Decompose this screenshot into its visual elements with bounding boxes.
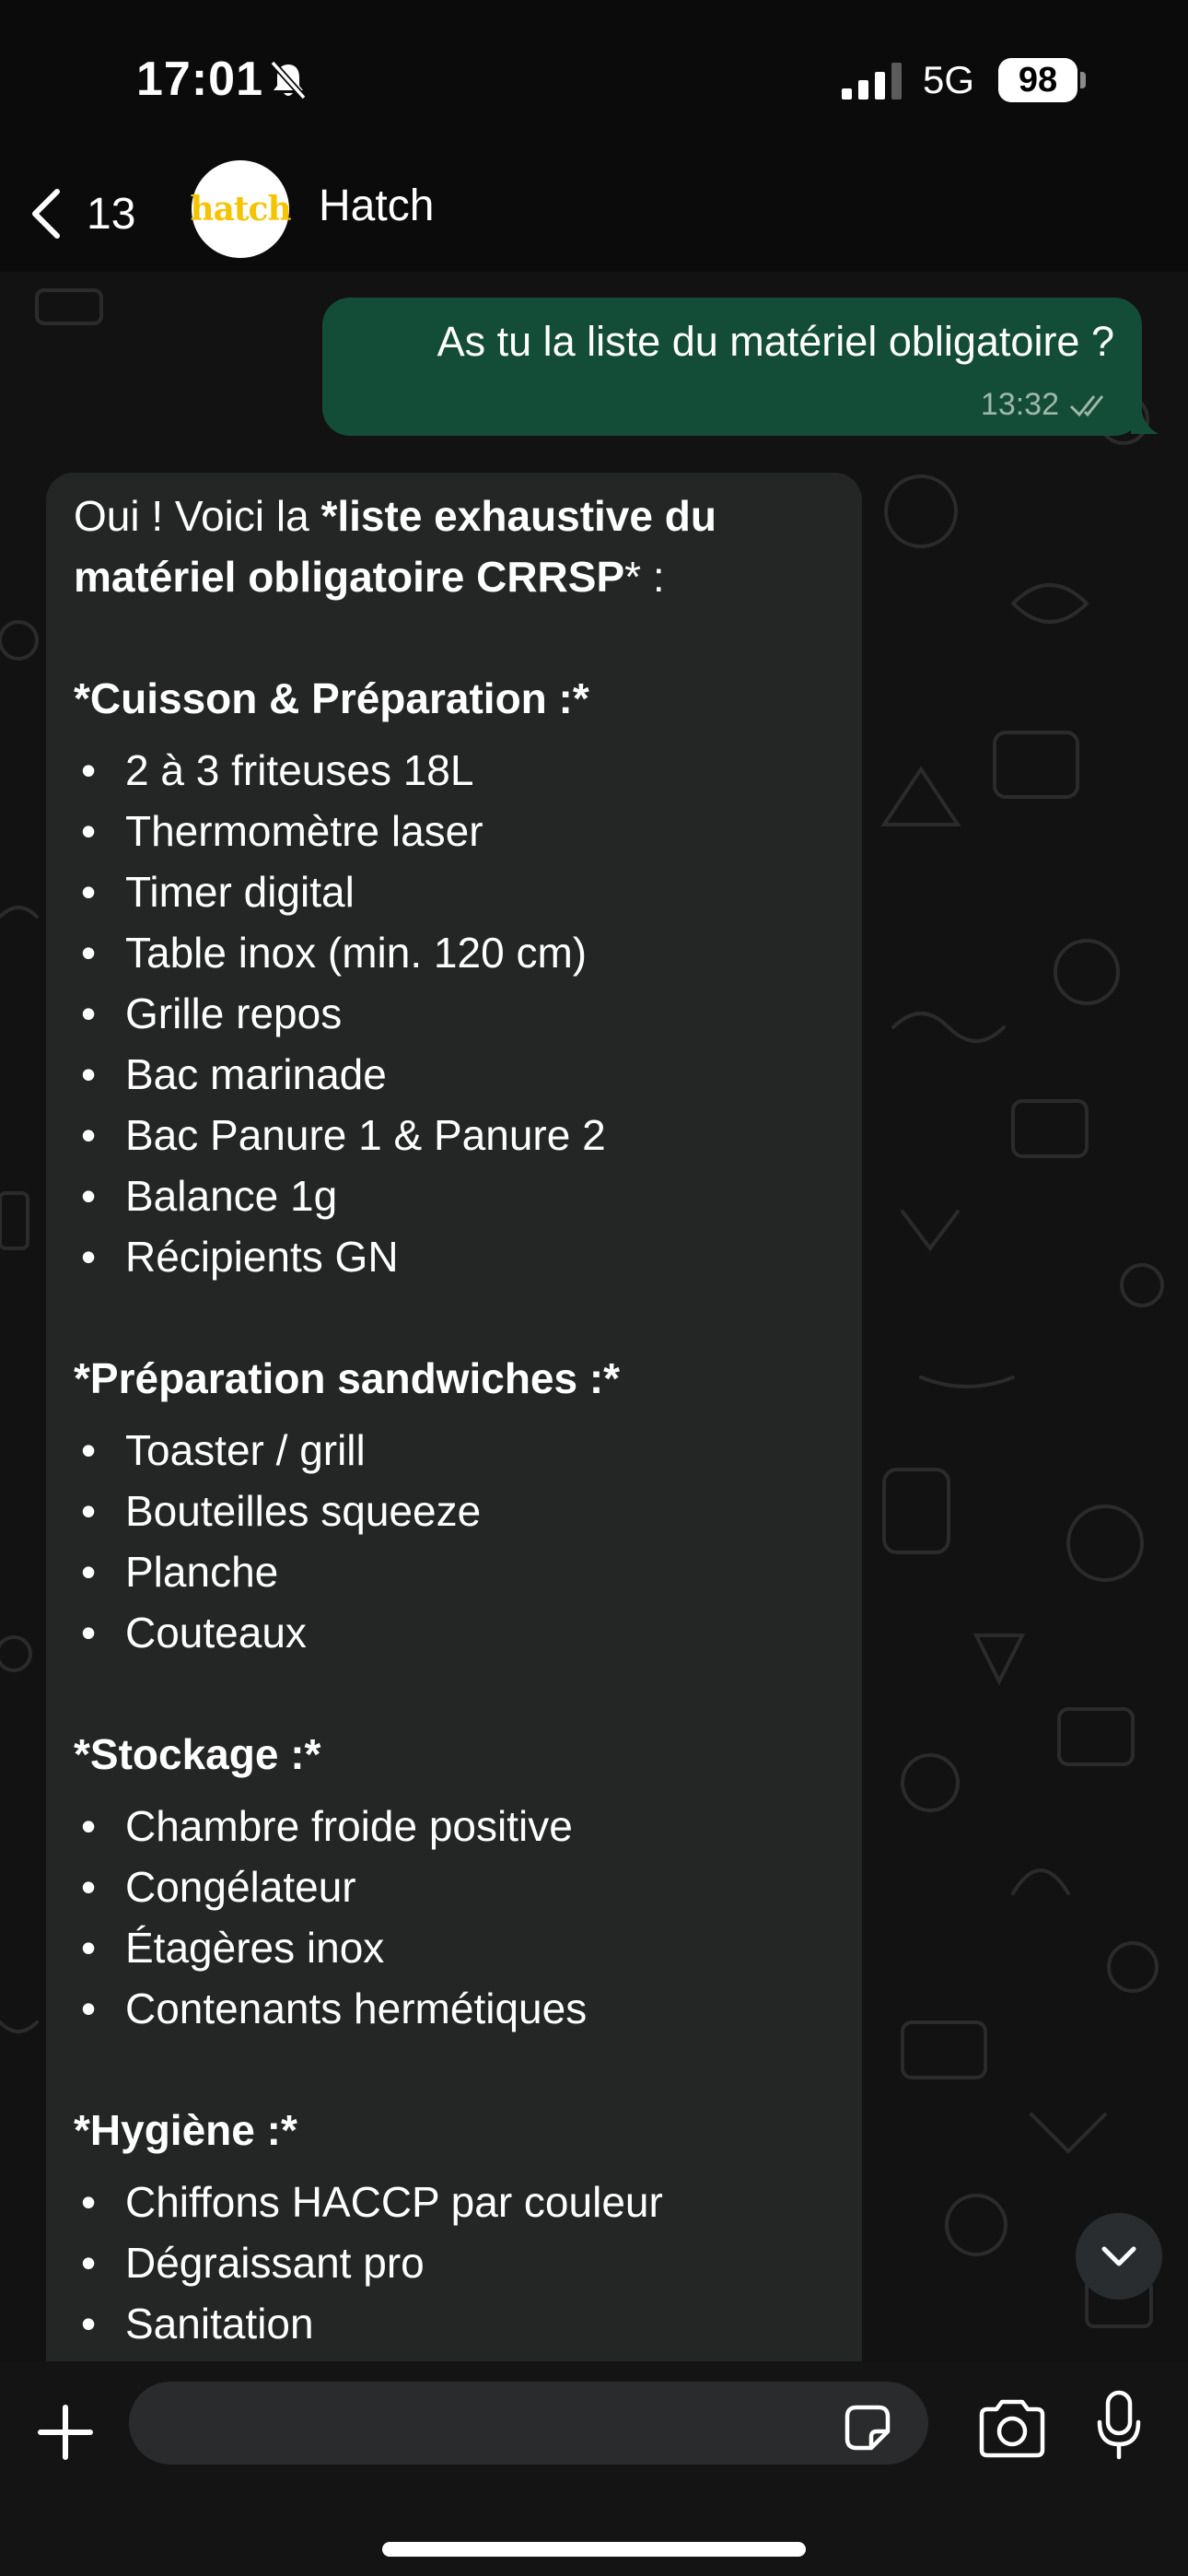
list-item: • Chiffons HACCP par couleur [74,2172,834,2232]
message-input[interactable] [129,2382,928,2465]
list-item: • Sanitation [74,2293,834,2354]
list-item: • Couteaux [74,1602,834,1663]
bell-off-icon [267,59,309,101]
signal-icon [842,63,903,100]
network-type: 5G [923,58,975,101]
avatar[interactable] [192,160,289,258]
list-item: • Toaster / grill [74,1420,834,1481]
list-item: • Contenants hermétiques [74,1978,834,2039]
message-time: 13:32 [980,387,1059,422]
list-item: • Récipients GN [74,1226,834,1287]
status-bar [0,0,1188,157]
list-item: • Dégraissant pro [74,2232,834,2293]
composer-bar [0,2361,1188,2576]
scroll-down-button[interactable] [1076,2213,1162,2300]
list-item: • Bac marinade [74,1044,834,1105]
list-item: • Bac Panure 1 & Panure 2 [74,1105,834,1165]
incoming-message-intro [74,486,834,607]
camera-icon[interactable] [976,2398,1048,2459]
bubble-tail [1131,397,1159,434]
list-item: • Grille repos [74,983,834,1044]
outgoing-message-text: As tu la liste du matériel obligatoire ? [437,318,1114,365]
back-button[interactable] [28,177,157,251]
item-list [74,740,834,1287]
item-list [74,1420,834,1663]
battery-cap [1080,72,1086,88]
list-item: • Chambre froide positive [74,1796,834,1856]
battery-indicator [998,58,1087,102]
double-check-icon [1068,392,1114,419]
section-cuisson [74,668,834,1287]
incoming-message[interactable] [46,473,862,2361]
chat-header [0,157,1188,272]
mic-icon[interactable] [1094,2389,1144,2463]
section-stockage [74,1724,834,2039]
intro-suffix: * : [624,553,665,601]
section-title: *Hygiène :* [74,2106,297,2154]
message-meta [981,387,1114,423]
chevron-down-icon [1099,2243,1139,2269]
list-item: • Planche [74,1541,834,1602]
status-time: 17:01 [136,53,263,106]
list-item: • Bouteilles squeeze [74,1481,834,1541]
home-indicator[interactable] [382,2542,806,2557]
intro-bold: *liste exhaustive du matériel obligatoire CRRSP [74,492,716,601]
list-item: • Balance 1g [74,1165,834,1226]
section-title: *Cuisson & Préparation :* [74,674,589,722]
list-item: • Timer digital [74,861,834,922]
item-list [74,1796,834,2039]
section-title: *Stockage :* [74,1730,321,1778]
chevron-left-icon [28,186,64,241]
section-sandwiches [74,1348,834,1663]
section-hygiene [74,2100,834,2354]
list-item: • Étagères inox [74,1917,834,1978]
contact-name[interactable]: Hatch [319,181,435,230]
unread-count: 13 [87,189,136,239]
list-item: • Congélateur [74,1856,834,1917]
item-list [74,2172,834,2354]
list-item: • Thermomètre laser [74,801,834,861]
plus-icon[interactable] [35,2402,96,2463]
avatar-logo-text: hatch [190,190,291,228]
intro-prefix: Oui ! Voici la [74,492,321,540]
chat-area[interactable] [0,272,1188,2361]
section-title: *Préparation sandwiches :* [74,1354,621,1402]
list-item: • 2 à 3 friteuses 18L [74,740,834,801]
battery-level: 98 [998,58,1077,102]
outgoing-message[interactable] [322,298,1142,436]
sticker-icon[interactable] [840,2400,895,2455]
list-item: • Table inox (min. 120 cm) [74,922,834,983]
